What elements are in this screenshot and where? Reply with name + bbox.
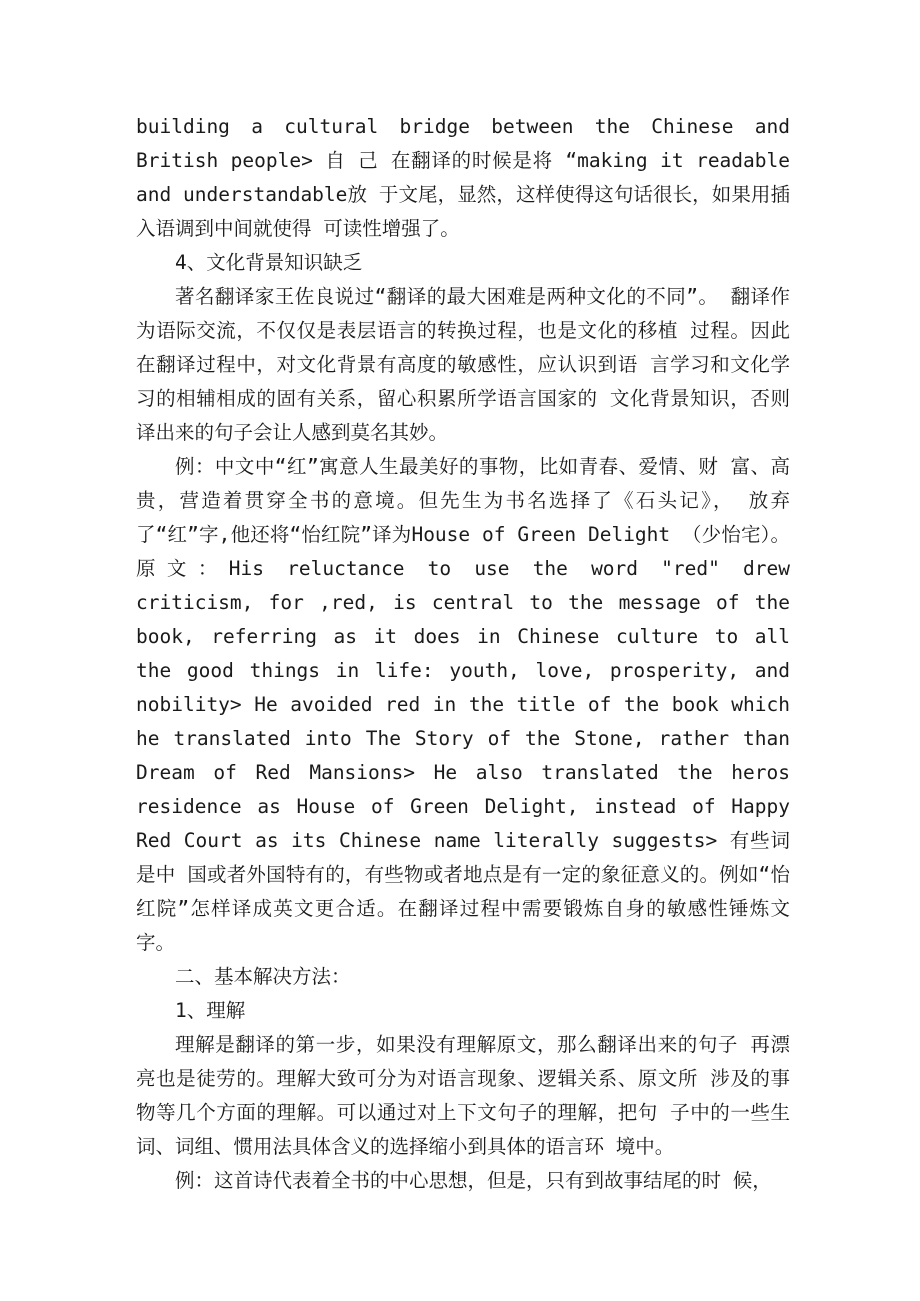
paragraph-wang-zuoliang: 著名翻译家王佐良说过“翻译的最大困难是两种文化的不同”。 翻译作为语际交流，不仅仅是表层语言的转换过程，也是文化的移植 过程。因此在翻译过程中，对文化背景有高度的敏感性，应认识到语 言学习和文化学习的相辅相成的固有关系，留心积累所学语言国家的 文化背景知识，否则译出来的句子会让人感到莫名其妙。: [136, 285, 790, 444]
paragraph-red-example: 例：中文中“红”寓意人生最美好的事物，比如青春、爱情、财 富、高贵，营造着贯穿全书的意境。但先生为书名选择了《石头记》， 放弃了“红”字,他还将“怡红院”译为House of Green Delight （少怡宅）。原文：His reluctance to use the word "red" drew criticism, for ,red, is central to the message of the book, referring as it does in Chinese culture to all the good things in life: youth, love, prosperity, and nobility> He avoided red in the title of the book which he translated into The Story of the Stone, rather than Dream of Red Mansions> He also translated the heros residence as House of Green Delight, instead of Happy Red Court as its Chinese name literally suggests> 有些词是中 国或者外国特有的，有些物或者地点是有一定的象征意义的。例如“怡 红院”怎样译成英文更合适。在翻译过程中需要锻炼自身的敏感性锤炼文字。: [136, 455, 790, 954]
paragraph-continuation: building a cultural bridge between the Chinese and British people> 自 己 在翻译的时候是将 “making it readable and understandable放 于文尾，显然，这样使得这句话很长，如果用插入语调到中间就使得 可读性增强了。: [136, 115, 790, 240]
subsection-heading-understanding: 1、理解: [175, 999, 246, 1022]
section-heading-cultural-background: 4、文化背景知识缺乏: [175, 251, 363, 274]
document-page: [136, 110, 790, 1198]
paragraph-poem-example: 例：这首诗代表着全书的中心思想，但是，只有到故事结尾的时 候，: [175, 1169, 772, 1192]
section-heading-basic-solutions: 二、基本解决方法：: [175, 965, 351, 988]
paragraph-understanding: 理解是翻译的第一步，如果没有理解原文，那么翻译出来的句子 再漂亮也是徒劳的。理解大致可分为对语言现象、逻辑关系、原文所 涉及的事物等几个方面的理解。可以通过对上下文句子的理解，把句 子中的一些生词、词组、惯用法具体含义的选择缩小到具体的语言环 境中。: [136, 1033, 790, 1158]
